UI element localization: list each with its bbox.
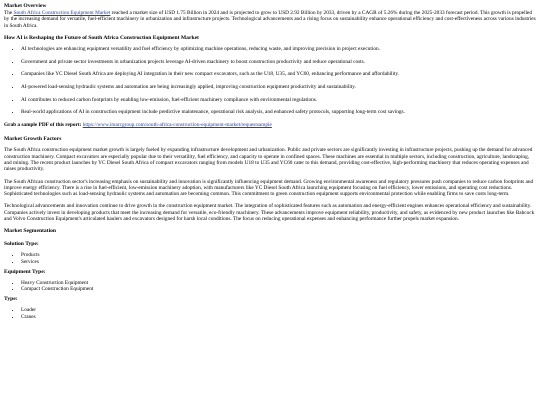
overview-text-end: reached a market size of USD 1.75 Billion in 2024 and is projected to grow to USD 2.92 Billion by 2033, driven by a CAGR of 5.26% during the 2025-2033 forecast period. This growth is propelled by the increasing demand for versatile, fuel-efficient machinery in urbanization and infrastructure projects. Technological advancements and a rising focus on sustainability enhance operational efficiency and cost-effectiveness across various industries in South Africa. — [4, 10, 536, 29]
segment-item: • Compact Construction Equipment — [21, 286, 536, 292]
segment-item: • Heavy Construction Equipment — [21, 280, 536, 286]
sample-label: Grab a sample PDF of this report: — [4, 122, 82, 129]
segment-group-title: Type: — [4, 296, 18, 303]
ai-list-item: • AI technologies are enhancing equipment versatility and fuel efficiency by optimizing machine operations, reducing waste, and improving precision in project execution. — [21, 46, 536, 52]
segment-item: • Products — [21, 252, 536, 258]
ai-list — [4, 46, 536, 116]
ai-heading: How AI is Reshaping the Future of South Africa Construction Equipment Market — [4, 34, 199, 41]
growth-paragraph: Technological advancements and innovation continue to drive growth in the construction equipment market. The integration of sophisticated features such as automation and energy-efficient engines enhances operational efficiency and sustainability. Companies actively invest in developing products that meet the increasing demand for versatile, eco-friendly machinery. These advancements improve equipment reliability, productivity, and safety, as evidenced by new product launches like Babcock and Volvo Construction Equipment's articulated haulers and excavators designed for harsh local conditions. The focus on reducing operational expenses and enhancing performance further propels market expansion. — [4, 203, 535, 222]
overview-heading: Market Overview — [4, 3, 47, 9]
growth-heading: Market Growth Factors — [4, 136, 62, 143]
overview-paragraph — [4, 10, 536, 29]
ai-list-item: • Government and private sector investments in urbanization projects leverage AI-driven machinery to boost construction productivity and reduce operational costs. — [21, 59, 536, 65]
growth-paragraph: The South African construction sector's increasing emphasis on sustainability and innovation is significantly influencing equipment demand. Growing environmental awareness and regulatory pressures push companies to reduce carbon footprints and improve energy efficiency. There is a rise in fuel-efficient, low-emission machinery adoption, with manufacturers like YC Diesel South Africa launching equipment focusing on fuel efficiency, lower emissions, and operating cost reductions. Sophisticated technologies such as load-sensing hydraulic systems and automation are becoming common. This commitment to green construction equipment supports environmental protection while enabling firms to save costs long-term. — [4, 178, 534, 198]
market-report-link[interactable]: South Africa Construction Equipment Market — [13, 10, 111, 16]
ai-list-item: • Companies like YC Diesel South Africa are deploying AI integration in their new compact excavators, such as the U18, U35, and YC60, enhancing performance and affordability. — [21, 71, 536, 77]
ai-list-item: • AI-powered load-sensing hydraulic systems and automation are being increasingly applied, improving construction equipment productivity and sustainability. — [21, 84, 536, 90]
segment-item: • Loader — [21, 307, 536, 313]
segment-list — [4, 280, 536, 293]
segment-list — [4, 252, 536, 265]
segment-list — [4, 307, 536, 320]
ai-list-item: • Real-world applications of AI in construction equipment include predictive maintenance, operational risk analysis, and enhanced safety protocols, supporting long-term cost savings. — [21, 109, 536, 115]
segment-item: • Services — [21, 259, 536, 265]
segmentation-heading: Market Segmentation — [4, 228, 57, 235]
growth-paragraph: The South Africa construction equipment market growth is largely fueled by expanding infrastructure development and urbanization. Public and private sectors are significantly investing in infrastructure projects, pushing up the demand for advanced construction machinery. Compact excavators are especially popular due to their versatility, fuel efficiency, and capacity to operate in confined spaces. These machines are essential in multiple sectors, including construction, agriculture, landscaping, and mining. The recent product launches by YC Diesel South Africa of compact excavators ranging from models U18 to U35 and YC60 cater to this demand, providing cost-effective, high-performing machinery that reduces operating expenses and raises productivity. — [4, 147, 533, 173]
segment-group-title: Solution Type: — [4, 241, 39, 248]
segment-group-title: Equipment Type: — [4, 268, 46, 275]
sample-link[interactable]: https://www.imarcgroup.com/south-africa-construction-equipment-market/requestsample — [82, 122, 272, 129]
segment-item: • Cranes — [21, 314, 536, 320]
overview-text-start: The — [4, 10, 14, 16]
ai-list-item: • AI contributes to reduced carbon footprints by enabling low-emission, fuel-efficient machinery compliance with environmental regulations. — [21, 97, 536, 103]
